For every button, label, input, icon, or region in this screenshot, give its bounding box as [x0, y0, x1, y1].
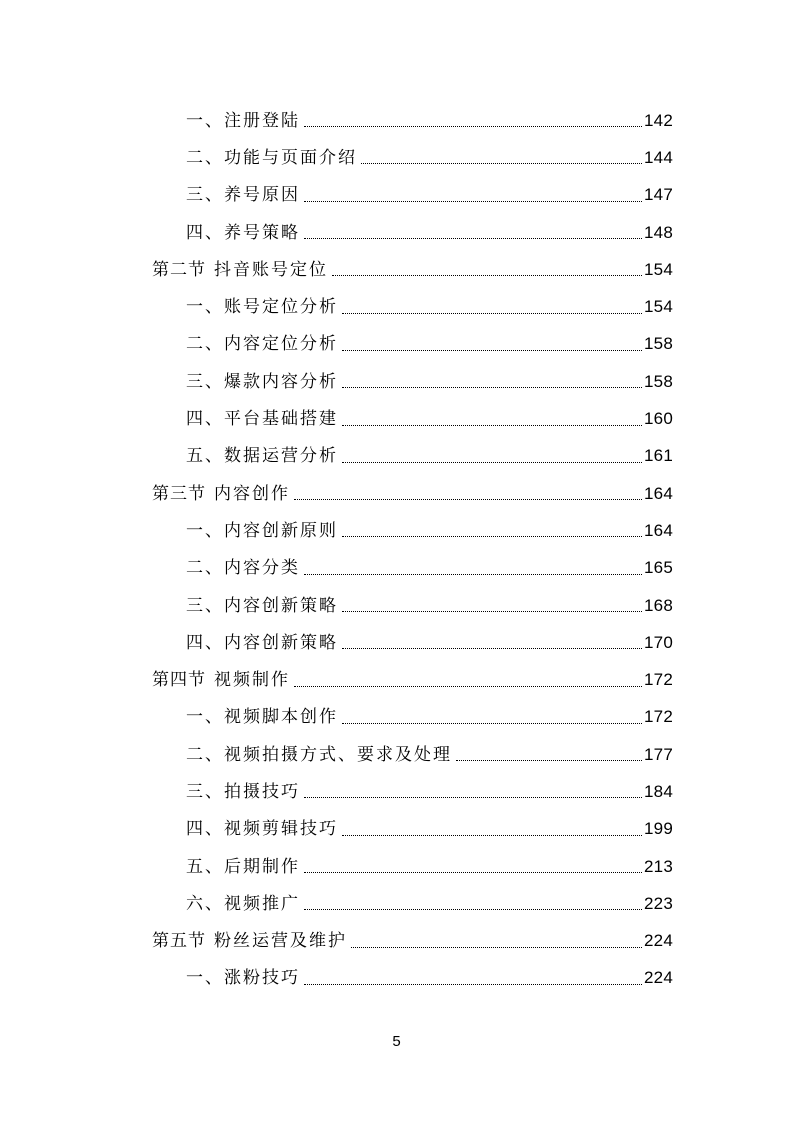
toc-entry-label: 四、平台基础搭建 [186, 409, 338, 430]
toc-section-number: 第五节 [152, 931, 206, 952]
toc-entry-label [152, 931, 347, 951]
toc-entry[interactable] [0, 512, 793, 549]
toc-page-number: 199 [644, 819, 673, 839]
toc-section-title: 内容创作 [214, 483, 290, 504]
toc-dot-leader [304, 201, 642, 202]
toc-page-number: 158 [644, 371, 673, 391]
toc-page-number: 224 [644, 931, 673, 951]
toc-dot-leader [342, 611, 642, 612]
toc-dot-leader [361, 163, 642, 164]
toc-page-number: 172 [644, 707, 673, 727]
toc-section-title: 粉丝运营及维护 [214, 931, 347, 952]
toc-dot-leader [342, 536, 642, 537]
table-of-contents [0, 102, 793, 997]
toc-dot-leader [342, 387, 642, 388]
toc-entry[interactable] [0, 139, 793, 176]
toc-entry-label: 二、内容定位分析 [186, 334, 338, 355]
toc-entry[interactable] [0, 624, 793, 661]
toc-entry-label [152, 260, 328, 280]
toc-page-number: 144 [644, 147, 673, 167]
toc-entry[interactable] [0, 400, 793, 437]
toc-dot-leader [351, 947, 642, 948]
toc-page-number: 154 [644, 297, 673, 317]
toc-entry[interactable] [0, 102, 793, 139]
toc-page-number: 164 [644, 483, 673, 503]
toc-dot-leader [304, 126, 642, 127]
toc-entry-label: 三、养号原因 [186, 185, 300, 206]
toc-entry-label: 一、涨粉技巧 [186, 968, 300, 989]
toc-entry[interactable] [0, 885, 793, 922]
toc-page-number: 213 [644, 856, 673, 876]
toc-entry-label: 五、数据运营分析 [186, 446, 338, 467]
toc-entry[interactable] [0, 773, 793, 810]
toc-entry-label: 五、后期制作 [186, 856, 300, 877]
toc-entry-label [152, 484, 290, 504]
toc-entry-label: 一、视频脚本创作 [186, 707, 338, 728]
toc-entry-label: 一、注册登陆 [186, 110, 300, 131]
toc-dot-leader [342, 462, 642, 463]
toc-entry-label: 三、爆款内容分析 [186, 371, 338, 392]
toc-dot-leader [342, 835, 642, 836]
toc-page-number: 142 [644, 110, 673, 130]
toc-entry[interactable] [0, 699, 793, 736]
toc-entry[interactable] [0, 288, 793, 325]
toc-page-number: 147 [644, 185, 673, 205]
toc-section-entry[interactable] [0, 475, 793, 512]
toc-page-number: 148 [644, 222, 673, 242]
toc-entry-label: 四、养号策略 [186, 222, 300, 243]
toc-page-number: 168 [644, 595, 673, 615]
toc-section-title: 视频制作 [214, 670, 290, 691]
toc-entry[interactable] [0, 960, 793, 997]
toc-entry[interactable] [0, 811, 793, 848]
toc-entry-label: 六、视频推广 [186, 893, 300, 914]
toc-dot-leader [332, 275, 642, 276]
toc-dot-leader [304, 574, 642, 575]
toc-dot-leader [342, 350, 642, 351]
toc-dot-leader [342, 425, 642, 426]
toc-entry[interactable] [0, 214, 793, 251]
toc-page-number: 224 [644, 968, 673, 988]
toc-page-number: 160 [644, 409, 673, 429]
toc-dot-leader [304, 797, 642, 798]
toc-entry-label: 一、账号定位分析 [186, 297, 338, 318]
toc-entry[interactable] [0, 438, 793, 475]
toc-page-number: 177 [644, 744, 673, 764]
toc-entry-label: 一、内容创新原则 [186, 520, 338, 541]
toc-page-number: 170 [644, 632, 673, 652]
toc-dot-leader [304, 984, 642, 985]
toc-entry[interactable] [0, 587, 793, 624]
page-number: 5 [392, 1033, 401, 1050]
toc-entry-label: 二、功能与页面介绍 [186, 147, 357, 168]
toc-section-entry[interactable] [0, 923, 793, 960]
toc-entry-label: 三、拍摄技巧 [186, 781, 300, 802]
toc-page-number: 172 [644, 670, 673, 690]
toc-page-number: 161 [644, 446, 673, 466]
toc-entry-label: 四、视频剪辑技巧 [186, 819, 338, 840]
toc-dot-leader [304, 238, 642, 239]
toc-section-number: 第四节 [152, 670, 206, 691]
toc-entry[interactable] [0, 363, 793, 400]
toc-dot-leader [342, 648, 642, 649]
toc-dot-leader [304, 872, 642, 873]
toc-page-number: 164 [644, 520, 673, 540]
toc-dot-leader [294, 499, 642, 500]
toc-page-number: 154 [644, 259, 673, 279]
toc-entry-label: 二、内容分类 [186, 558, 300, 579]
toc-section-entry[interactable] [0, 661, 793, 698]
toc-dot-leader [294, 686, 642, 687]
toc-entry[interactable] [0, 177, 793, 214]
toc-entry-label [152, 670, 290, 690]
toc-page-number: 184 [644, 781, 673, 801]
toc-dot-leader [342, 723, 642, 724]
toc-entry[interactable] [0, 326, 793, 363]
toc-entry[interactable] [0, 736, 793, 773]
toc-section-number: 第三节 [152, 483, 206, 504]
toc-page-number: 158 [644, 334, 673, 354]
toc-entry-label: 四、内容创新策略 [186, 632, 338, 653]
toc-dot-leader [342, 313, 642, 314]
toc-section-title: 抖音账号定位 [214, 259, 328, 280]
toc-entry[interactable] [0, 550, 793, 587]
toc-page-number: 223 [644, 893, 673, 913]
toc-entry[interactable] [0, 848, 793, 885]
toc-section-entry[interactable] [0, 251, 793, 288]
toc-page-number: 165 [644, 558, 673, 578]
toc-section-number: 第二节 [152, 259, 206, 280]
toc-entry-label: 二、视频拍摄方式、要求及处理 [186, 744, 452, 765]
toc-entry-label: 三、内容创新策略 [186, 595, 338, 616]
toc-dot-leader [456, 760, 642, 761]
toc-dot-leader [304, 909, 642, 910]
